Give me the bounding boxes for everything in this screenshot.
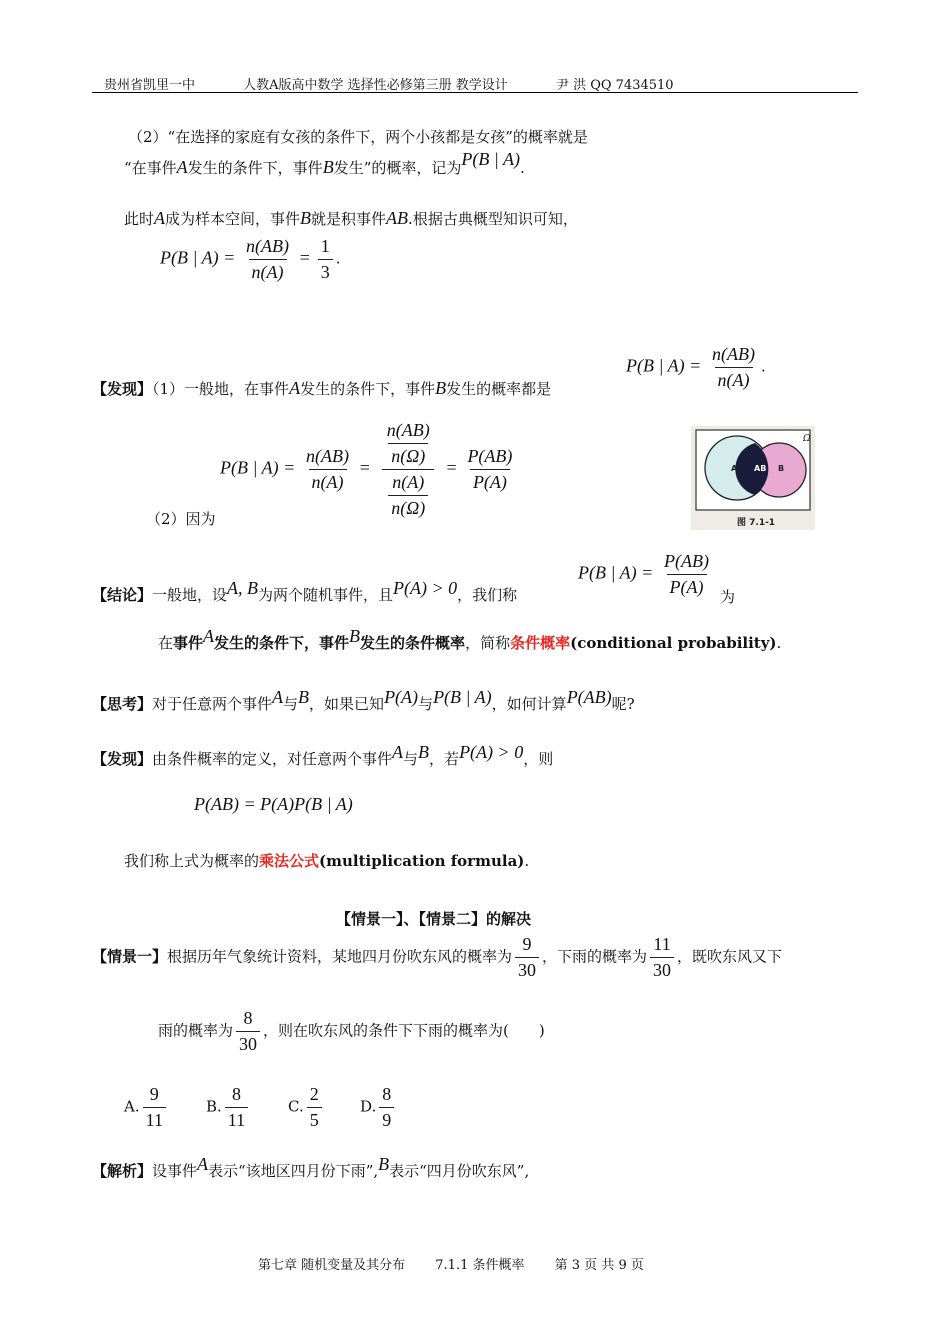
term-conditional-probability: 条件概率: [510, 634, 571, 652]
term-multiplication-formula: 乘法公式: [259, 852, 320, 870]
para2-line1: （2）“在选择的家庭有女孩的条件下，两个小孩都是女孩”的概率就是: [128, 128, 588, 146]
think-line: 【思考】对于任意两个事件A与B，如果已知P(A)与P(B | A)，如何计算P(AB)呢?: [92, 687, 635, 713]
venn-diagram-figure: [691, 426, 815, 530]
header-author: 尹 洪 QQ 7434510: [555, 78, 674, 93]
header-book: 人教A版高中数学 选择性必修第三册 教学设计: [243, 78, 508, 93]
footer-chapter: 第七章 随机变量及其分布: [258, 1258, 406, 1273]
venn-omega-label: Ω: [803, 434, 811, 444]
formula-PBA: P(B | A): [461, 149, 520, 169]
option-a[interactable]: A. $\frac{9}{11}$: [124, 1084, 169, 1131]
multiplication-formula-line: 我们称上式为概率的乘法公式(multiplication formula).: [124, 852, 530, 870]
venn-ab-label: AB: [754, 464, 767, 473]
discovery-formula: P(B | A) = $\frac{n(AB)}{n(A)}$ .: [626, 344, 766, 390]
conclusion-wei: 为: [720, 588, 736, 606]
header-rule: [92, 92, 858, 93]
conclusion-formula: P(B | A) = $\frac{P(AB)}{P(A)}$: [578, 551, 710, 597]
para2-line3: 此时A成为样本空间，事件B就是积事件AB.根据古典概型知识可知，: [124, 208, 578, 228]
page-footer: [258, 1254, 644, 1273]
scene1-line1: 【情景一】根据历年气象统计资料，某地四月份吹东风的概率为 $\frac{9}{30}$ ，下雨的概率为 $\frac{11}{30}$ ，既吹东风又下: [92, 934, 783, 980]
page-header: [104, 74, 718, 93]
footer-page: 第 3 页 共 9 页: [554, 1258, 644, 1273]
section-title: 【情景一】、【情景二】的解决: [336, 910, 532, 928]
formula-classical: P(B | A) = $\frac{n(AB)}{n(A)}$ = $\frac{1}{3}$ .: [160, 236, 341, 282]
option-c[interactable]: C. $\frac{2}{5}$: [288, 1084, 325, 1131]
option-d[interactable]: D. $\frac{8}{9}$: [360, 1084, 397, 1131]
option-b[interactable]: B. $\frac{8}{11}$: [206, 1084, 251, 1131]
formula-derivation: P(B | A) = $\frac{n(AB)}{n(A)}$ = $\frac{\frac{n(AB)}{n(\Omega)}}{\frac{n(A)}{n(\Omega)}}$ = $\frac{P(AB)}{P(A)}$: [220, 420, 513, 518]
because-text: （2）因为: [146, 510, 216, 528]
footer-section: 7.1.1 条件概率: [435, 1258, 525, 1273]
discovery1-line: 【发现】（1）一般地，在事件A发生的条件下，事件B发生的概率都是: [92, 378, 552, 398]
conclusion-line1: 【结论】一般地，设A, B为两个随机事件，且P(A) > 0，我们称: [92, 578, 518, 604]
para2-line2: “在事件A发生的条件下，事件B发生”的概率，记为P(B | A).: [124, 149, 525, 177]
header-school: 贵州省凯里一中: [104, 78, 196, 93]
venn-a-label: A: [731, 464, 738, 473]
multiplication-formula: P(AB) = P(A)P(B | A): [194, 794, 353, 814]
venn-b-label: B: [778, 464, 785, 473]
conclusion-line2: 在事件A发生的条件下，事件B发生的条件概率，简称条件概率(conditional probability).: [158, 626, 782, 652]
figure-caption: 图 7.1-1: [737, 518, 776, 528]
analysis-line: 【解析】设事件A表示“该地区四月份下雨”,B表示“四月份吹东风”,: [92, 1154, 530, 1180]
scene1-line2: 雨的概率为 $\frac{8}{30}$ ，则在吹东风的条件下下雨的概率为( ): [158, 1008, 545, 1054]
discovery2-line: 【发现】由条件概率的定义，对任意两个事件A与B，若P(A) > 0，则: [92, 742, 554, 768]
